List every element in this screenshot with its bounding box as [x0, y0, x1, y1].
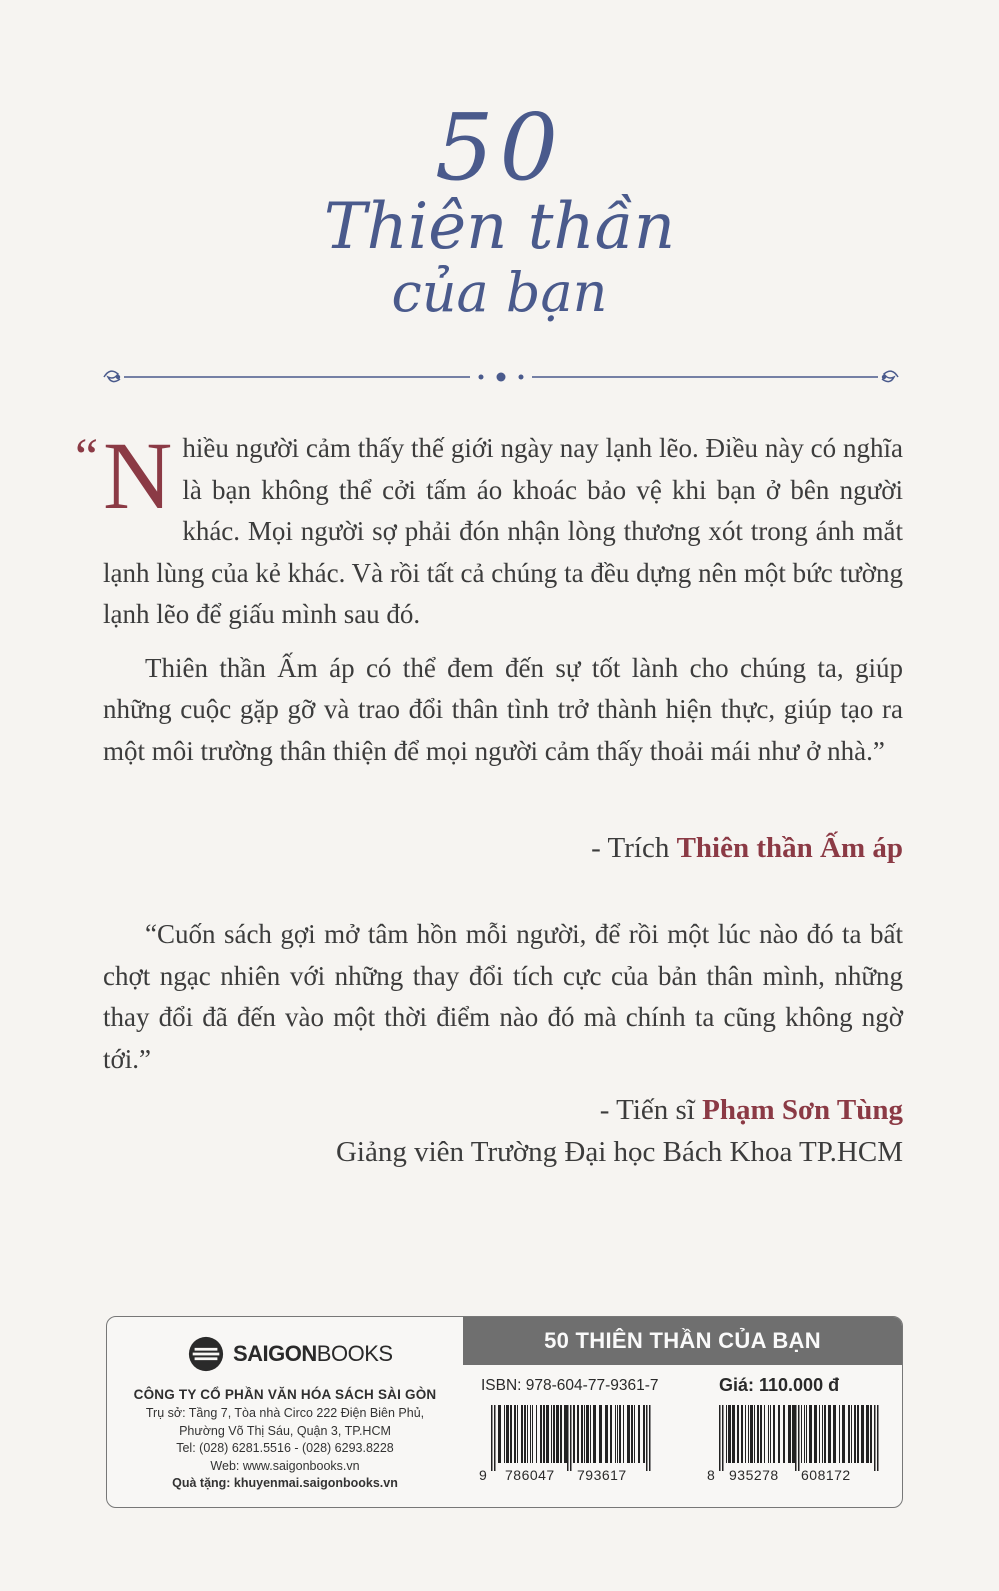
address-line-1: Trụ sở: Tầng 7, Tòa nhà Circo 222 Điện Biên Phủ,: [145, 1406, 425, 1420]
title-number: 50: [434, 94, 565, 201]
address-line-2: Phường Võ Thị Sáu, Quận 3, TP.HCM: [179, 1423, 391, 1438]
gift-link: Quà tặng: khuyenmai.saigonbooks.vn: [172, 1476, 398, 1490]
quote-1-attribution: [591, 832, 903, 865]
barcode-2-lead: 8: [707, 1467, 716, 1483]
attribution-prefix: - Trích: [591, 832, 677, 864]
attribution-role: Giảng viên Trường Đại học Bách Khoa TP.HCM: [335, 1136, 903, 1168]
company-name: CÔNG TY CỔ PHẦN VĂN HÓA SÁCH SÀI GÒN: [133, 1387, 437, 1402]
drop-cap: N: [103, 422, 173, 529]
quote-2-attribution: [600, 1094, 903, 1127]
quote-warmth: [75, 422, 903, 772]
barcode-1-lead: 9: [479, 1467, 488, 1483]
open-quote-mark: “: [75, 429, 99, 486]
saigonbooks-logo-icon: [187, 1335, 225, 1373]
title-line-3: của bạn: [391, 261, 608, 324]
title-line-2: Thiên thần: [323, 190, 676, 264]
ornament-divider-icon: [96, 362, 906, 392]
attribution-name: Phạm Sơn Tùng: [702, 1094, 903, 1126]
product-barcode-icon: [719, 1405, 879, 1471]
barcode-2-left: 935278: [729, 1467, 779, 1483]
book-title-bar: 50 THIÊN THẦN CỦA BẠN: [463, 1317, 902, 1365]
price: Giá: 110.000 đ: [719, 1375, 840, 1395]
quote-paragraph-1-text: hiều người cảm thấy thế giới ngày nay lạnh lẽo. Điều này có nghĩa là bạn không thể cởi tấm áo khoác bảo vệ khi bạn ở bên người khác. Mọi người sợ phải đón nhận lòng thương xót trong ánh mắt lạnh lùng của kẻ khác. Và rồi tất cả chúng ta đều dựng nên một bức tường lạnh lẽo để giấu mình sau đó.: [103, 433, 903, 629]
publisher-details: [107, 1317, 463, 1507]
attribution-prefix: - Tiến sĩ: [599, 1094, 703, 1126]
quote-paragraph-2: Thiên thần Ấm áp có thể đem đến sự tốt lành cho chúng ta, giúp những cuộc gặp gỡ và trao đổi thân tình trở thành hiện thực, giúp tạo ra một môi trường thân thiện để mọi người cảm thấy thoải mái như ở nhà.”: [103, 652, 903, 766]
review-paragraph: “Cuốn sách gợi mở tâm hồn mỗi người, để rồi một lúc nào đó ta bất chợt ngạc nhiên với những thay đổi tích cực của bản thân mình, những thay đổi đã đến vào một thời điểm nào đó mà chính ta cũng không ngờ tới.”: [103, 919, 903, 1074]
website: Web: www.saigonbooks.vn: [210, 1458, 360, 1473]
book-title: [0, 94, 999, 324]
attribution-name: Thiên thần Ấm áp: [676, 832, 903, 864]
logo-text: SAIGONBOOKS: [233, 1341, 393, 1366]
quote-paragraph-1: [103, 422, 903, 636]
isbn-barcode-icon: [491, 1405, 651, 1471]
publisher-info-box: [106, 1316, 903, 1508]
isbn: ISBN: 978-604-77-9361-7: [481, 1377, 659, 1394]
telephone: Tel: (028) 6281.5516 - (028) 6293.8228: [176, 1441, 394, 1455]
barcode-2-right: 608172: [801, 1467, 851, 1483]
publisher-address: [107, 1405, 463, 1493]
publisher-logo: [187, 1335, 393, 1373]
quote-review: [103, 914, 903, 1080]
barcode-1-right: 793617: [577, 1467, 627, 1483]
barcode-1-left: 786047: [505, 1467, 555, 1483]
